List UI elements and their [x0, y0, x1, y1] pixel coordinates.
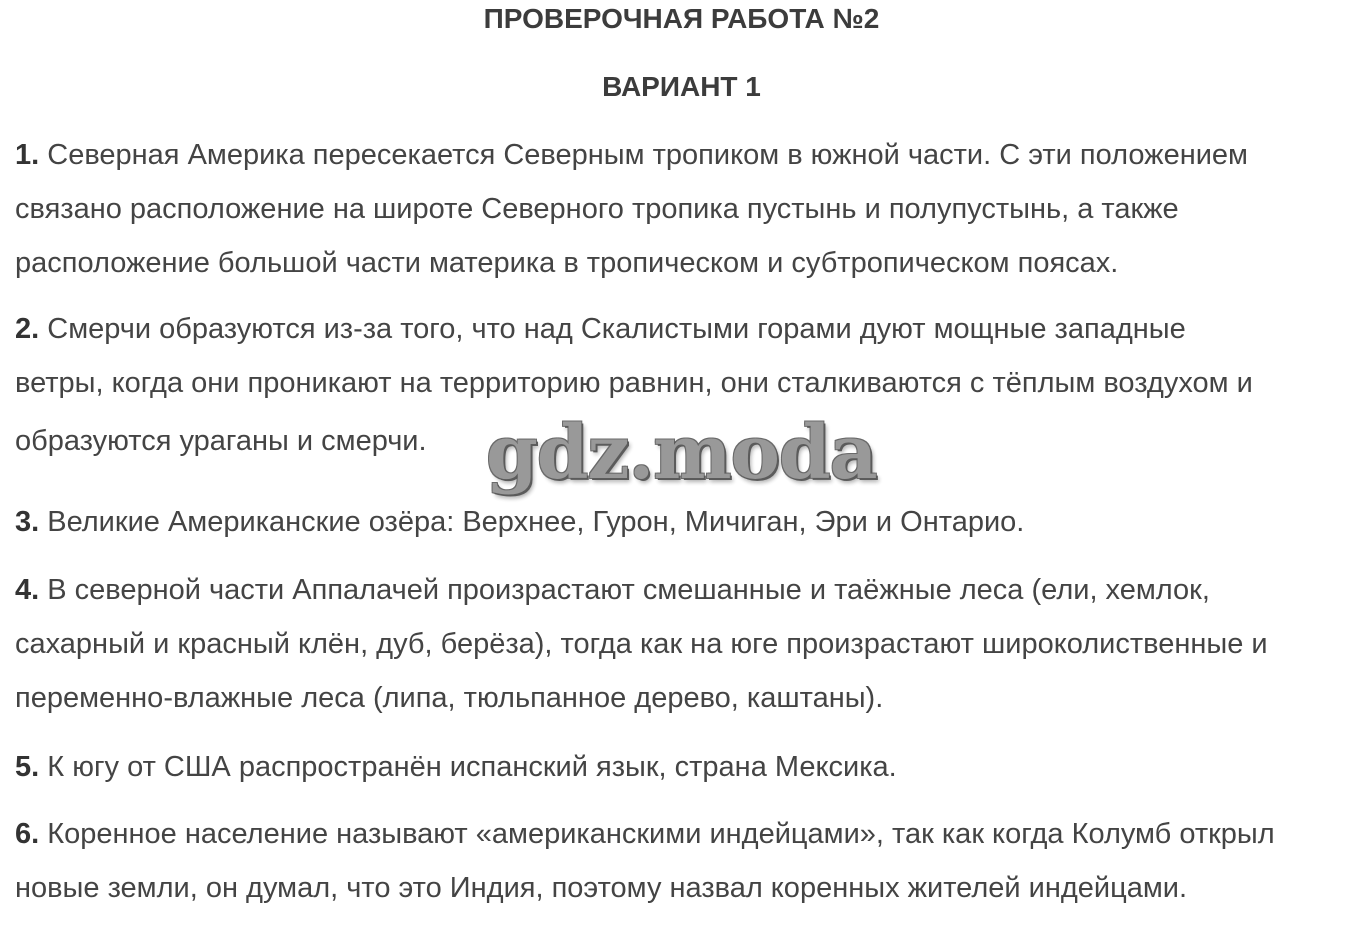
answer-4 [15, 563, 1355, 725]
answer-text: Коренное население называют «американскими индейцами», так как когда Колумб открыл [47, 818, 1275, 850]
answer-number: 5. [15, 751, 40, 783]
answer-1 [15, 128, 1355, 290]
answer-number: 6. [15, 818, 40, 850]
answer-number: 3. [15, 506, 40, 538]
answer-text: расположение большой части материка в тропическом и субтропическом поясах. [15, 247, 1119, 279]
answer-text: В северной части Аппалачей произрастают смешанные и таёжные леса (ели, хемлок, [47, 574, 1210, 606]
answer-number: 2. [15, 313, 40, 345]
answer-text: образуются ураганы и смерчи. [15, 425, 427, 457]
variant-heading: ВАРИАНТ 1 [602, 71, 761, 102]
answer-text: новые земли, он думал, что это Индия, поэтому назвал коренных жителей индейцами. [15, 872, 1188, 904]
answer-line [15, 495, 1355, 549]
answer-text: связано расположение на широте Северного тропика пустынь и полупустынь, а также [15, 193, 1179, 225]
watermark-logo: gdz.moda [486, 410, 877, 496]
answer-number: 4. [15, 574, 40, 606]
answer-text: сахарный и красный клён, дуб, берёза), тогда как на юге произрастают широколиственные и [15, 628, 1268, 660]
answer-number: 1. [15, 139, 40, 171]
answer-line [15, 563, 1355, 617]
answer-3 [15, 495, 1355, 549]
answer-line [15, 807, 1355, 861]
answer-text: К югу от США распространён испанский язык, страна Мексика. [47, 751, 897, 783]
answer-6 [15, 807, 1355, 915]
answer-text: переменно-влажные леса (липа, тюльпанное дерево, каштаны). [15, 682, 884, 714]
answer-text: ветры, когда они проникают на территорию равнин, они сталкиваются с тёплым воздухом и [15, 367, 1253, 399]
answer-2 [15, 302, 1355, 472]
answer-text: Северная Америка пересекается Северным тропиком в южной части. С эти положением [47, 139, 1248, 171]
answer-text: Смерчи образуются из-за того, что над Скалистыми горами дуют мощные западные [47, 313, 1186, 345]
answer-line [15, 740, 1355, 794]
answer-line [15, 128, 1355, 182]
document-title: ПРОВЕРОЧНАЯ РАБОТА №2 [483, 3, 880, 34]
answer-text: Великие Американские озёра: Верхнее, Гурон, Мичиган, Эри и Онтарио. [47, 506, 1025, 538]
answer-line [15, 302, 1355, 356]
answer-5 [15, 740, 1355, 794]
